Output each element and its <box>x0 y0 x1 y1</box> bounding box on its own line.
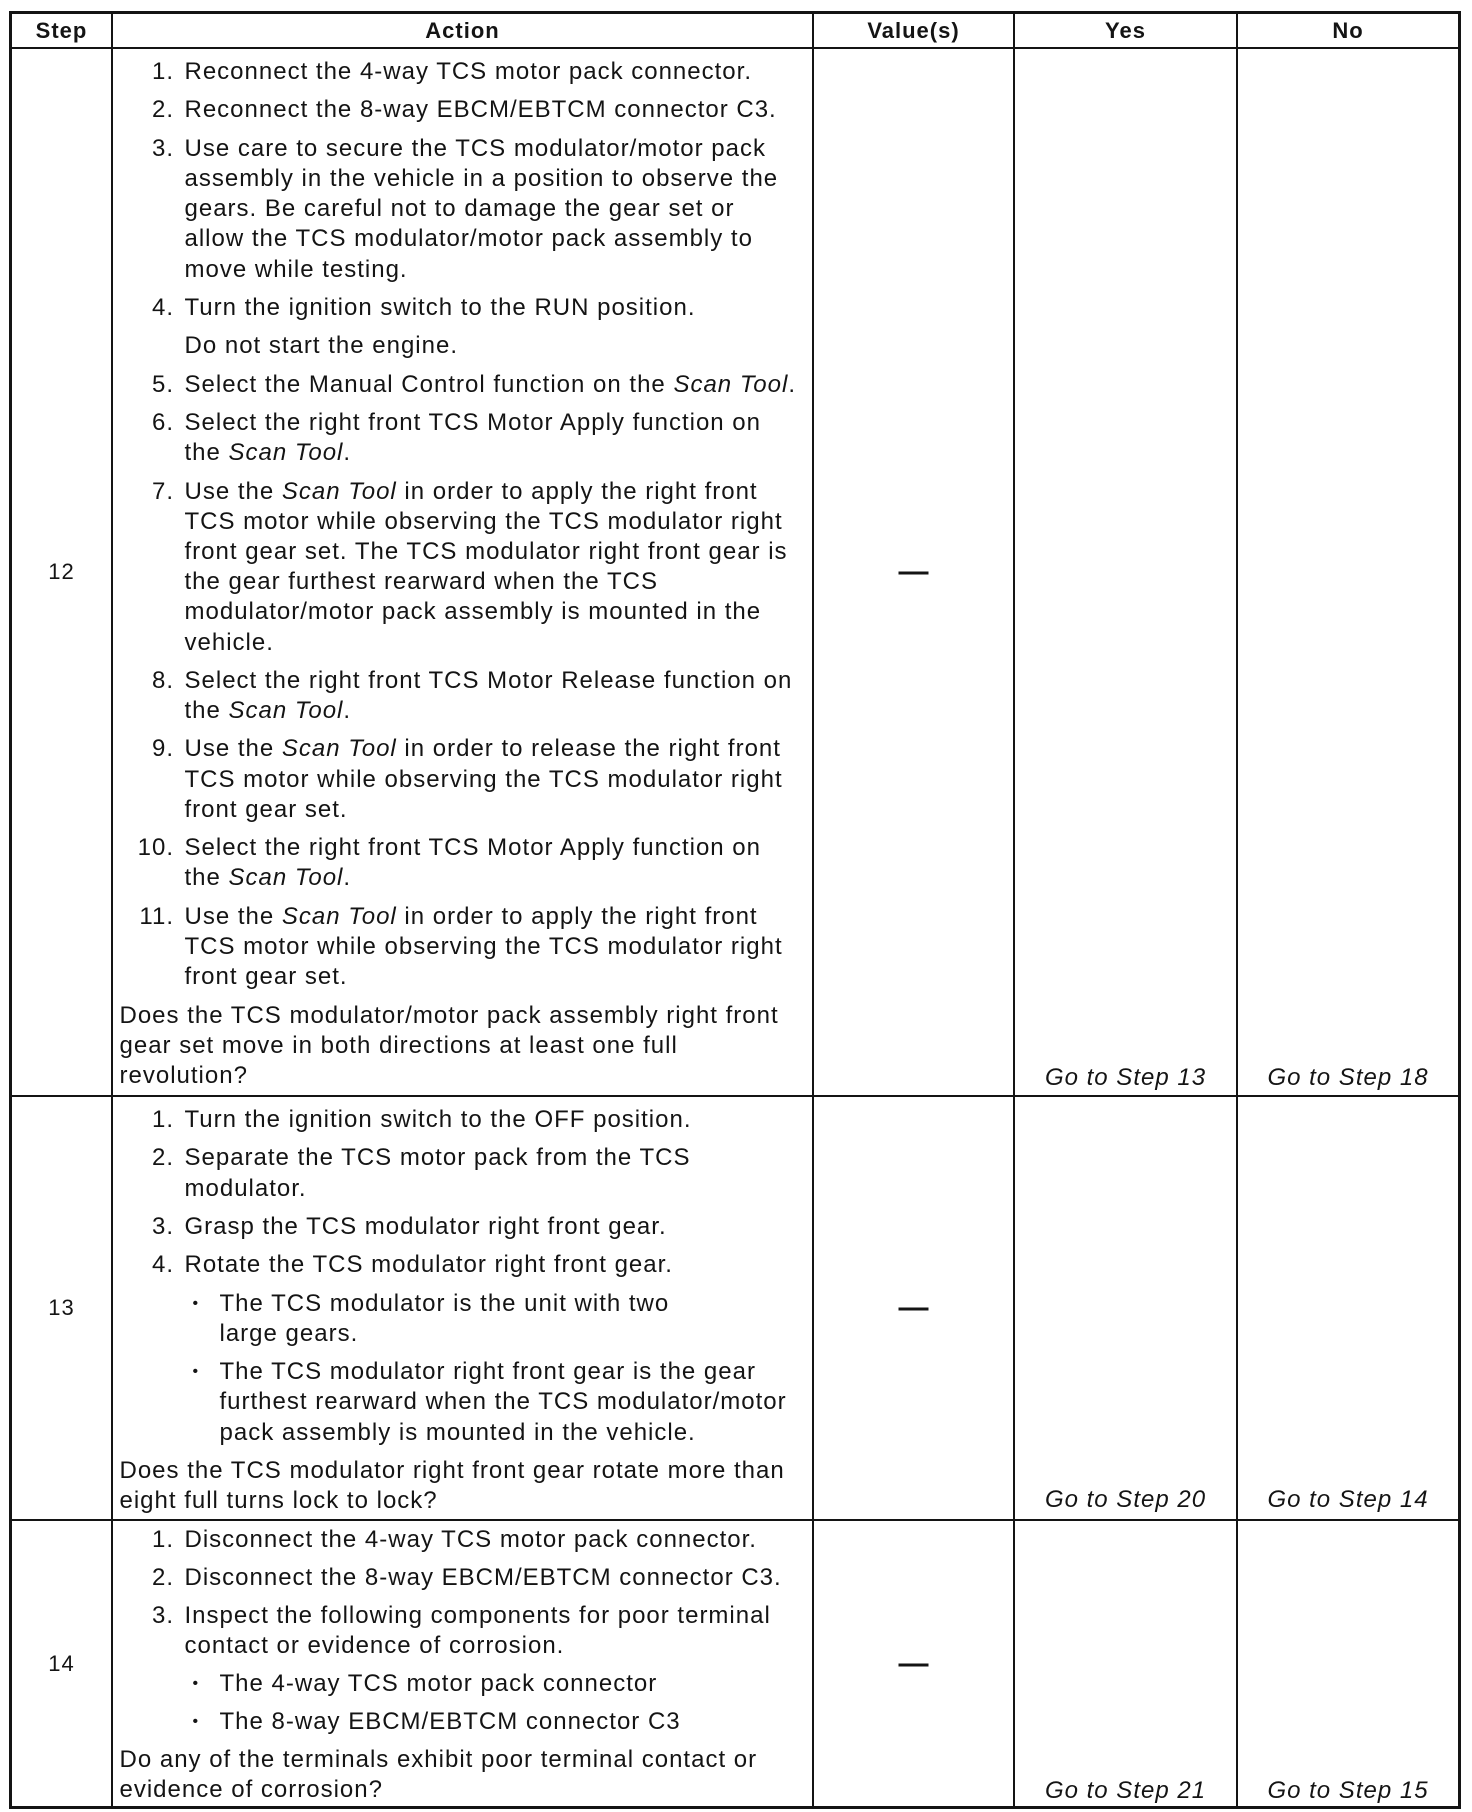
action-step-body <box>185 134 813 285</box>
text-line <box>185 863 813 893</box>
text-line <box>185 255 813 285</box>
text-segment: TCS motor while observing the TCS modulator right <box>184 507 783 535</box>
question-text <box>113 1456 812 1516</box>
action-step <box>113 1563 812 1593</box>
text-segment: Turn the ignition switch to the OFF position. <box>184 1106 692 1133</box>
action-step-body <box>185 1143 813 1203</box>
action-step <box>113 1250 812 1448</box>
action-paragraph <box>185 666 813 726</box>
action-step <box>113 370 812 400</box>
bullet-text <box>220 1669 658 1699</box>
text-segment: vehicle. <box>184 628 274 656</box>
text-line <box>185 507 813 537</box>
text-line <box>185 194 813 224</box>
table-row <box>12 49 1458 1097</box>
text-segment: furthest rearward when the TCS modulator/motor <box>219 1388 787 1416</box>
table-row <box>12 1097 1458 1521</box>
action-step-body <box>185 1525 813 1555</box>
action-paragraph <box>185 370 813 400</box>
text-segment: Does the TCS modulator right front gear rotate more than <box>119 1457 785 1485</box>
text-segment: The TCS modulator right front gear is the gear <box>219 1358 756 1386</box>
action-paragraph <box>185 1105 813 1135</box>
text-segment: eight full turns lock to lock? <box>119 1487 438 1515</box>
text-segment: Do not start the engine. <box>184 332 458 360</box>
text-line <box>185 224 813 254</box>
text-line <box>185 370 813 400</box>
text-segment: the <box>184 864 229 892</box>
action-step <box>113 477 812 658</box>
column-header-step: Step <box>35 17 88 43</box>
action-step-number: 1. <box>151 58 174 85</box>
text-line <box>120 1456 813 1486</box>
text-line <box>220 1707 681 1737</box>
text-line <box>185 1105 813 1135</box>
action-paragraph <box>185 331 813 361</box>
no-result: Go to Step 15 <box>1236 1521 1458 1806</box>
text-segment: pack assembly is mounted in the vehicle. <box>219 1418 696 1446</box>
no-result: Go to Step 14 <box>1236 1097 1458 1519</box>
text-line <box>185 408 813 438</box>
text-segment: Separate the TCS motor pack from the TCS <box>184 1144 691 1172</box>
text-line <box>185 765 813 795</box>
text-segment: Do any of the terminals exhibit poor terminal contact or <box>119 1746 758 1774</box>
action-step-body <box>185 1105 813 1135</box>
action-step-number: 3. <box>151 134 174 162</box>
text-line <box>185 1563 813 1593</box>
text-line <box>185 902 813 932</box>
text-segment: in order to release the right front <box>396 735 781 763</box>
action-step-number: 1. <box>151 1106 174 1133</box>
text-line <box>185 1212 813 1242</box>
action-step-number: 4. <box>151 293 174 321</box>
text-segment: Turn the ignition switch to the RUN position. <box>184 293 696 321</box>
text-segment: the <box>184 439 229 467</box>
text-line <box>185 95 813 125</box>
text-segment: in order to apply the right front <box>396 477 758 505</box>
text-segment: assembly in the vehicle in a position to observe the <box>184 164 779 192</box>
action-step-body <box>185 1601 813 1737</box>
action-step-body <box>185 95 813 125</box>
action-step-body <box>185 477 813 658</box>
action-step <box>113 1143 812 1203</box>
action-step-body <box>185 734 813 825</box>
action-paragraph <box>185 1525 813 1555</box>
bullet-text <box>220 1289 670 1349</box>
text-segment: . <box>788 370 796 398</box>
action-step <box>113 1601 812 1737</box>
action-paragraph <box>185 1143 813 1203</box>
action-cell <box>111 1097 812 1519</box>
yes-result: Go to Step 20 <box>1013 1097 1236 1519</box>
text-segment: modulator. <box>184 1174 307 1202</box>
column-header-yes: Yes <box>1013 14 1236 47</box>
action-paragraph <box>185 408 813 468</box>
tool-name: Scan Tool <box>281 902 397 930</box>
text-segment: TCS motor while observing the TCS modulator right <box>184 932 783 960</box>
action-paragraph <box>185 134 813 285</box>
action-step <box>113 666 812 726</box>
action-step <box>113 1212 812 1242</box>
text-line <box>185 932 813 962</box>
action-cell <box>111 49 812 1095</box>
text-line <box>185 795 813 825</box>
step-number: 12 <box>48 559 75 584</box>
text-line <box>185 1250 813 1280</box>
value-cell: — <box>812 1097 1013 1519</box>
text-line <box>220 1669 658 1699</box>
action-paragraph <box>185 1250 813 1280</box>
text-segment: Select the right front TCS Motor Apply function on <box>184 834 761 862</box>
text-segment: Select the Manual Control function on the <box>184 370 674 398</box>
text-line <box>185 57 813 87</box>
step-number: 13 <box>48 1295 75 1320</box>
text-line <box>120 1486 813 1516</box>
action-paragraph <box>185 477 813 658</box>
action-step-number: 8. <box>151 666 174 694</box>
text-segment: the <box>184 697 229 725</box>
action-step-number: 6. <box>151 409 174 437</box>
action-step-body <box>185 1212 813 1242</box>
action-step <box>113 902 812 993</box>
action-paragraph <box>185 95 813 125</box>
text-line <box>220 1357 787 1387</box>
text-segment: . <box>343 864 352 892</box>
tool-name: Scan Tool <box>228 697 344 725</box>
text-line <box>185 696 813 726</box>
action-step <box>113 57 812 87</box>
text-line <box>185 477 813 507</box>
text-segment: Reconnect the 8-way EBCM/EBTCM connector C3. <box>184 96 777 124</box>
text-line <box>120 1745 813 1775</box>
tool-name: Scan Tool <box>228 864 344 892</box>
text-line <box>185 1525 813 1555</box>
text-line <box>120 1001 813 1031</box>
no-result: Go to Step 18 <box>1236 49 1458 1095</box>
question-text <box>113 1001 812 1092</box>
text-line <box>220 1418 787 1448</box>
action-step <box>113 293 812 362</box>
table-row <box>12 1521 1458 1806</box>
tool-name: Scan Tool <box>673 370 789 398</box>
action-step-body <box>185 833 813 893</box>
text-segment: Inspect the following components for poor terminal <box>184 1602 771 1629</box>
action-step <box>113 1525 812 1555</box>
column-header-no: No <box>1236 14 1458 47</box>
action-step <box>113 134 812 285</box>
action-step <box>113 1105 812 1135</box>
action-step-number: 1. <box>151 1526 174 1553</box>
text-segment: gears. Be careful not to damage the gear set or <box>184 195 735 223</box>
text-segment: modulator/motor pack assembly is mounted in the <box>184 598 762 626</box>
text-segment: Disconnect the 8-way EBCM/EBTCM connector C3. <box>184 1564 782 1591</box>
text-segment: Select the right front TCS Motor Apply function on <box>184 409 761 437</box>
action-step-number: 11. <box>139 902 174 930</box>
action-step <box>113 833 812 893</box>
bullet-icon: • <box>192 1675 200 1693</box>
text-segment: allow the TCS modulator/motor pack assembly to <box>184 225 753 253</box>
text-segment: front gear set. The TCS modulator right front gear is <box>184 537 788 565</box>
text-line <box>185 1174 813 1204</box>
action-paragraph <box>185 902 813 993</box>
text-line <box>185 134 813 164</box>
action-paragraph <box>185 734 813 825</box>
text-line <box>185 628 813 658</box>
text-line <box>185 666 813 696</box>
text-segment: evidence of corrosion? <box>119 1776 383 1804</box>
action-step-number: 2. <box>151 1564 174 1591</box>
text-segment: revolution? <box>119 1061 248 1089</box>
text-line <box>185 833 813 863</box>
action-step <box>113 95 812 125</box>
text-line <box>120 1775 813 1805</box>
action-step-body <box>185 666 813 726</box>
text-line <box>220 1289 670 1319</box>
action-cell <box>111 1521 812 1806</box>
procedure-table <box>9 11 1461 1809</box>
action-paragraph <box>185 293 813 323</box>
text-segment: the gear furthest rearward when the TCS <box>184 568 658 596</box>
text-segment: The 4-way TCS motor pack connector <box>219 1670 658 1698</box>
bullet-text <box>220 1357 787 1448</box>
action-step <box>113 734 812 825</box>
text-line <box>185 1143 813 1173</box>
text-segment: Use care to secure the TCS modulator/motor pack <box>184 134 766 162</box>
action-paragraph <box>185 1563 813 1593</box>
text-line <box>185 331 813 361</box>
text-segment: . <box>343 439 352 467</box>
action-step-number: 10. <box>137 834 174 862</box>
text-segment: Select the right front TCS Motor Release function on <box>184 666 793 694</box>
table-header <box>12 14 1458 49</box>
step-number: 14 <box>48 1650 75 1676</box>
yes-result: Go to Step 13 <box>1013 49 1236 1095</box>
action-step-body <box>185 408 813 468</box>
text-segment: Use the <box>184 477 282 505</box>
text-segment: Reconnect the 4-way TCS motor pack connector. <box>184 58 752 85</box>
action-step-number: 7. <box>151 477 174 505</box>
text-segment: in order to apply the right front <box>396 902 758 930</box>
column-header-action: Action <box>111 14 812 47</box>
action-paragraph <box>185 1212 813 1242</box>
text-line <box>185 293 813 323</box>
action-paragraph <box>185 833 813 893</box>
text-segment: front gear set. <box>184 795 348 823</box>
text-line <box>185 734 813 764</box>
action-step-number: 4. <box>151 1251 174 1279</box>
text-segment: contact or evidence of corrosion. <box>184 1632 565 1660</box>
text-segment: Use the <box>184 735 282 763</box>
action-step-number: 2. <box>151 96 174 124</box>
action-step-body <box>185 902 813 993</box>
bullet-item <box>185 1707 813 1737</box>
action-step-number: 3. <box>151 1602 174 1629</box>
bullet-text <box>220 1707 681 1737</box>
text-segment: gear set move in both directions at least one full <box>119 1031 678 1059</box>
action-paragraph <box>185 57 813 87</box>
text-line <box>120 1061 813 1091</box>
bullet-icon: • <box>192 1363 200 1381</box>
action-step-body <box>185 293 813 362</box>
text-line <box>185 537 813 567</box>
action-step-body <box>185 57 813 87</box>
text-line <box>185 597 813 627</box>
text-segment: The TCS modulator is the unit with two <box>219 1289 670 1317</box>
text-line <box>185 164 813 194</box>
text-line <box>185 962 813 992</box>
tool-name: Scan Tool <box>228 439 344 467</box>
question-text <box>113 1745 812 1805</box>
value-cell: — <box>812 49 1013 1095</box>
text-line <box>185 438 813 468</box>
bullet-item <box>185 1289 813 1349</box>
action-step-body <box>185 370 813 400</box>
text-line <box>220 1319 670 1349</box>
action-step-body <box>185 1250 813 1448</box>
text-segment: Rotate the TCS modulator right front gear. <box>184 1251 673 1279</box>
text-line <box>185 567 813 597</box>
bullet-item <box>185 1669 813 1699</box>
text-segment: Disconnect the 4-way TCS motor pack connector. <box>184 1526 757 1553</box>
tool-name: Scan Tool <box>281 735 397 763</box>
text-segment: front gear set. <box>184 963 348 991</box>
action-step-number: 3. <box>151 1212 174 1240</box>
value-cell: — <box>812 1521 1013 1806</box>
column-header-values: Value(s) <box>812 14 1013 47</box>
action-step-number: 2. <box>151 1144 174 1172</box>
tool-name: Scan Tool <box>281 477 397 505</box>
bullet-icon: • <box>192 1713 200 1731</box>
text-segment: large gears. <box>219 1319 359 1347</box>
action-step-number: 5. <box>151 370 174 398</box>
text-segment: Use the <box>184 902 282 930</box>
text-segment: Does the TCS modulator/motor pack assembly right front <box>119 1001 779 1029</box>
action-step-body <box>185 1563 813 1593</box>
text-segment: TCS motor while observing the TCS modulator right <box>184 765 783 793</box>
yes-result: Go to Step 21 <box>1013 1521 1236 1806</box>
action-paragraph <box>185 1601 813 1661</box>
action-step-number: 9. <box>151 735 174 763</box>
text-segment: move while testing. <box>184 255 408 283</box>
text-line <box>220 1387 787 1417</box>
bullet-icon: • <box>192 1294 200 1312</box>
text-line <box>120 1031 813 1061</box>
text-segment: Grasp the TCS modulator right front gear. <box>184 1212 667 1240</box>
text-segment: . <box>343 697 352 725</box>
action-step <box>113 408 812 468</box>
text-line <box>185 1631 813 1661</box>
bullet-item <box>185 1357 813 1448</box>
text-segment: The 8-way EBCM/EBTCM connector C3 <box>219 1708 681 1736</box>
text-line <box>185 1601 813 1631</box>
